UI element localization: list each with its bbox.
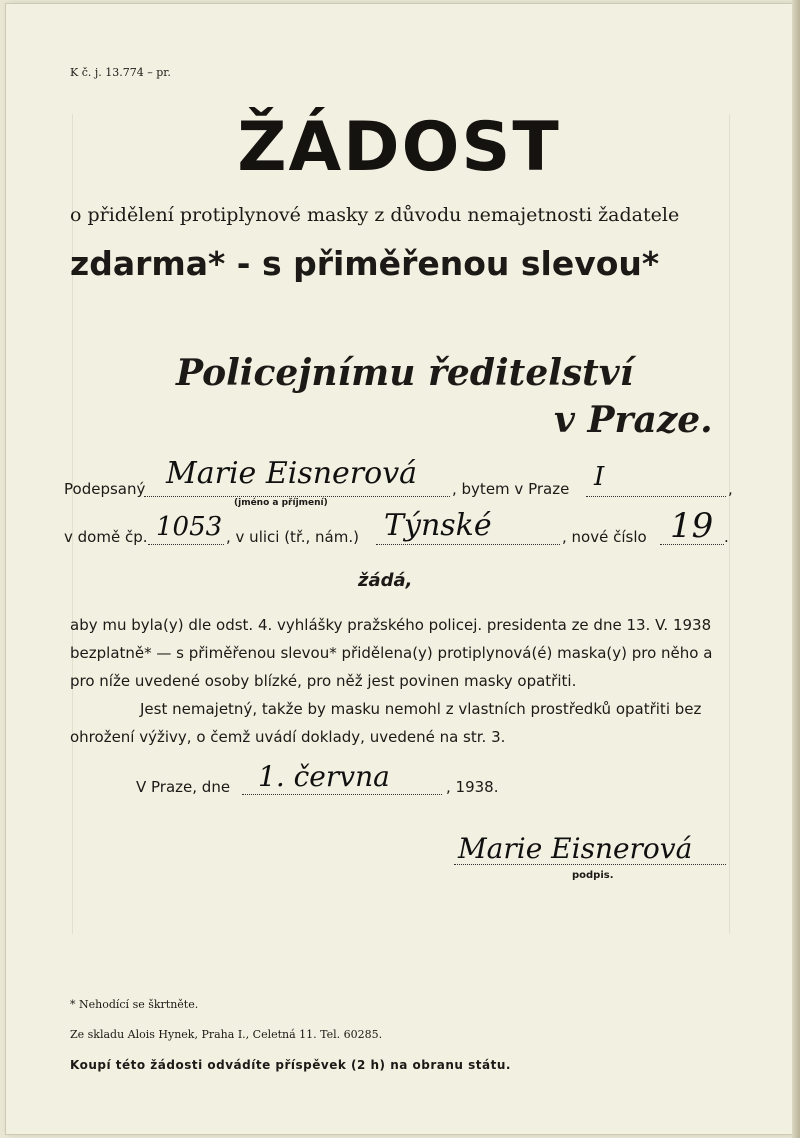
footnote: * Nehodící se škrtněte. <box>70 998 199 1011</box>
signed-label: Podepsaný <box>64 480 146 498</box>
house-handwritten[interactable]: 1053 <box>156 512 223 542</box>
new-number-period: . <box>724 528 729 546</box>
reference-number: K č. j. 13.774 – pr. <box>70 66 171 79</box>
new-number-handwritten[interactable]: 19 <box>670 506 714 546</box>
residence-handwritten[interactable]: I <box>594 462 605 492</box>
body-line-5: ohrožení výživy, o čemž uvádí doklady, uvedené na str. 3. <box>70 728 506 746</box>
body-line-1: aby mu byla(y) dle odst. 4. vyhlášky pražského policej. presidenta ze dne 13. V. 1938 <box>70 616 712 634</box>
name-hint: (jméno a příjmení) <box>234 498 328 508</box>
name-handwritten[interactable]: Marie Eisnerová <box>166 456 418 491</box>
signature-handwritten[interactable]: Marie Eisnerová <box>458 832 693 865</box>
date-year: , 1938. <box>446 778 499 796</box>
fee-note: Koupí této žádosti odvádíte příspěvek (2 h) na obranu státu. <box>70 1058 511 1072</box>
body-line-3: pro níže uvedené osoby blízké, pro něž jest povinen masky opatřiti. <box>70 672 577 690</box>
new-number-label: , nové číslo <box>562 528 647 546</box>
residence-dotted-line <box>586 496 726 497</box>
house-label: v domě čp. <box>64 528 148 546</box>
signature-label: podpis. <box>572 870 614 881</box>
paper-sheet <box>6 4 792 1134</box>
document-subtitle: o přidělení protiplynové masky z důvodu nemajetnosti žadatele <box>70 204 680 226</box>
date-prefix: V Praze, dne <box>136 778 231 796</box>
addressee-line-1: Policejnímu ředitelství <box>176 352 634 394</box>
street-label: , v ulici (tř., nám.) <box>226 528 359 546</box>
addressee-line-2: v Praze. <box>554 399 713 441</box>
requests-label: žádá, <box>358 570 413 591</box>
residence-label: , bytem v Praze <box>452 480 570 498</box>
printer-note: Ze skladu Alois Hynek, Praha I., Celetná 11. Tel. 60285. <box>70 1028 383 1041</box>
house-dotted-line <box>148 544 224 545</box>
body-line-4: Jest nemajetný, takže by masku nemohl z vlastních prostředků opatřiti bez <box>140 700 702 718</box>
document-title: ŽÁDOST <box>237 108 561 187</box>
street-handwritten[interactable]: Týnské <box>384 508 492 543</box>
street-dotted-line <box>376 544 560 545</box>
date-dotted-line <box>242 794 442 795</box>
date-handwritten[interactable]: 1. června <box>258 760 390 793</box>
residence-comma: , <box>728 480 733 498</box>
document-headline: zdarma* - s přiměřenou slevou* <box>70 244 660 283</box>
body-line-2: bezplatně* — s přiměřenou slevou* přidělena(y) protiplynová(é) maska(y) pro něho a <box>70 644 713 662</box>
paper-edge <box>792 0 800 1138</box>
name-dotted-line <box>144 496 450 497</box>
